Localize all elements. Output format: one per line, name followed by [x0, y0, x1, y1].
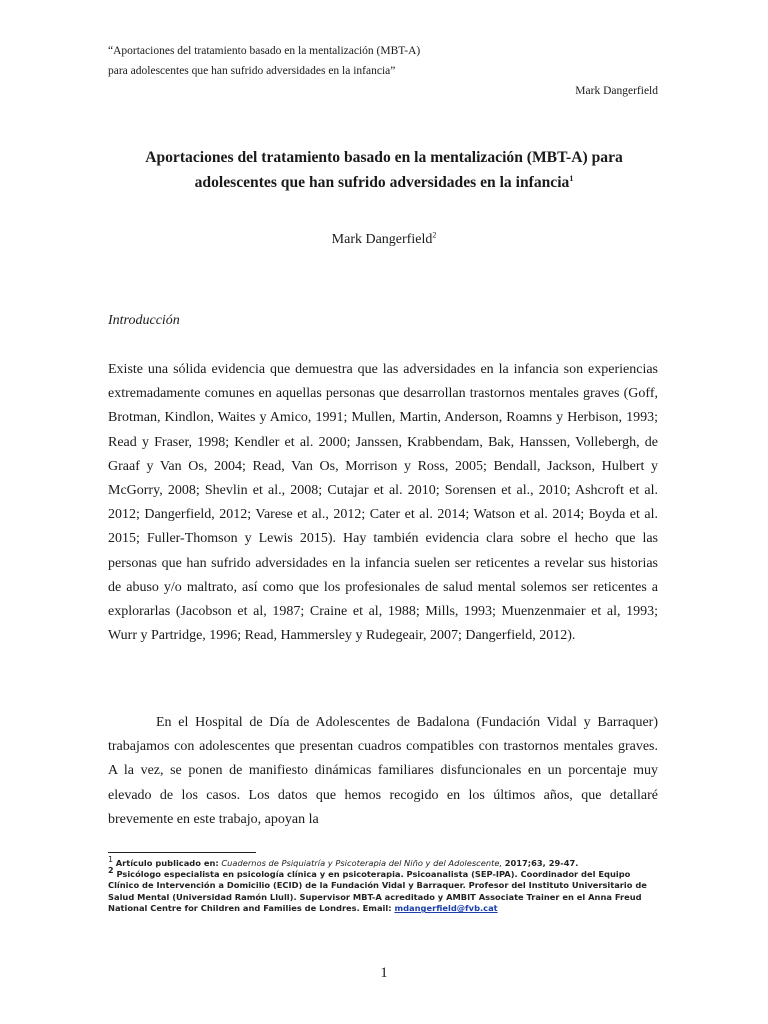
footnote-2-email-link[interactable]: mdangerfield@fvb.cat — [394, 903, 498, 914]
running-header-line1: “Aportaciones del tratamiento basado en la mentalización (MBT-A) — [108, 45, 421, 57]
title-footnote-ref[interactable]: 1 — [569, 173, 574, 183]
paragraph-1: Existe una sólida evidencia que demuestra que las adversidades en la infancia son experiencias extremadamente comunes en aquellas personas que desarrollan trastornos mentales graves (Goff, Brotman, Kindlon, Waites y Amico, 1991; Mullen, Martin, Anderson, Roamns y Herbison, 1993; Read y Fraser, 1998; Kendler et al. 2000; Janssen, Krabbendam, Bak, Hanssen, Vollebergh, de Graaf y Van Os, 2004; Read, Van Os, Morrison y Ross, 2005; Bendall, Jackson, Hulbert y McGorry, 2008; Shevlin et al., 2008; Cutajar et al. 2010; Sorensen et al., 2010; Ashcroft et al. 2012; Dangerfield, 2012; Varese et al., 2012; Cater et al. 2014; Watson et al. 2014; Boyda et al. 2015; Fuller-Thomson y Lewis 2015). Hay también evidencia clara sobre el hecho que las personas que han sufrido adversidades en la infancia suelen ser reticentes a revelar sus historias de abuso y/o maltrato, así como que los profesionales de salud mental solemos ser reticentes a explorarlas (Jacobson et al, 1987; Craine et al, 1988; Mills, 1993; Muenzenmaier et al, 1993; Wurr y Partridge, 1996; Read, Hammersley y Rudegeair, 2007; Dangerfield, 2012). — [108, 362, 658, 644]
footnote-2 — [108, 866, 660, 915]
footnote-2-text: Psicólogo especialista en psicología clínica y en psicoterapia. Psicoanalista (SEP-IPA). Coordinador del Equipo Clínico de Intervención a Domicilio (ECID) de la Fundación Vidal y Barraquer. Profesor del Instituto Universitario de Salud Mental (Universidad Ramón Llull). Supervisor MBT-A acreditado y AMBIT Associate Trainer en el Anna Freud National Centre for Children and Families de Londres. Email: — [108, 869, 647, 914]
running-header-line2: para adolescentes que han sufrido adversidades en la infancia” — [108, 65, 396, 77]
footnote-1-details: 2017;63, 29-47. — [504, 858, 579, 868]
footnote-divider — [108, 852, 256, 853]
section-heading: Introducción — [108, 313, 180, 328]
footnote-2-mark: 2 — [108, 866, 114, 876]
running-header-author: Mark Dangerfield — [575, 85, 658, 97]
title-line1: Aportaciones del tratamiento basado en la mentalización (MBT-A) para — [145, 149, 623, 166]
page-number: 1 — [380, 965, 388, 981]
footnote-1-mark: 1 — [108, 855, 114, 865]
author-name: Mark Dangerfield — [331, 232, 433, 247]
author-footnote-ref[interactable]: 2 — [432, 230, 437, 240]
author-line — [100, 232, 668, 248]
footnote-1-label: Artículo publicado en: — [115, 858, 219, 868]
footnote-1 — [108, 855, 660, 869]
title-line2 — [100, 170, 668, 195]
paragraph-2: En el Hospital de Día de Adolescentes de Badalona (Fundación Vidal y Barraquer) trabajamos con adolescentes que presentan cuadros compatibles con trastornos mentales graves. A la vez, se ponen de manifiesto dinámicas familiares disfuncionales en un porcentaje muy elevado de los casos. Los datos que hemos recogido en los últimos años, que detallaré brevemente en este trabajo, apoyan la — [108, 715, 658, 827]
document-title — [100, 145, 668, 195]
title-line2-text: adolescentes que han sufrido adversidades en la infancia — [194, 174, 570, 191]
footnote-1-source: Cuadernos de Psiquiatría y Psicoterapia del Niño y del Adolescente, — [221, 858, 503, 868]
